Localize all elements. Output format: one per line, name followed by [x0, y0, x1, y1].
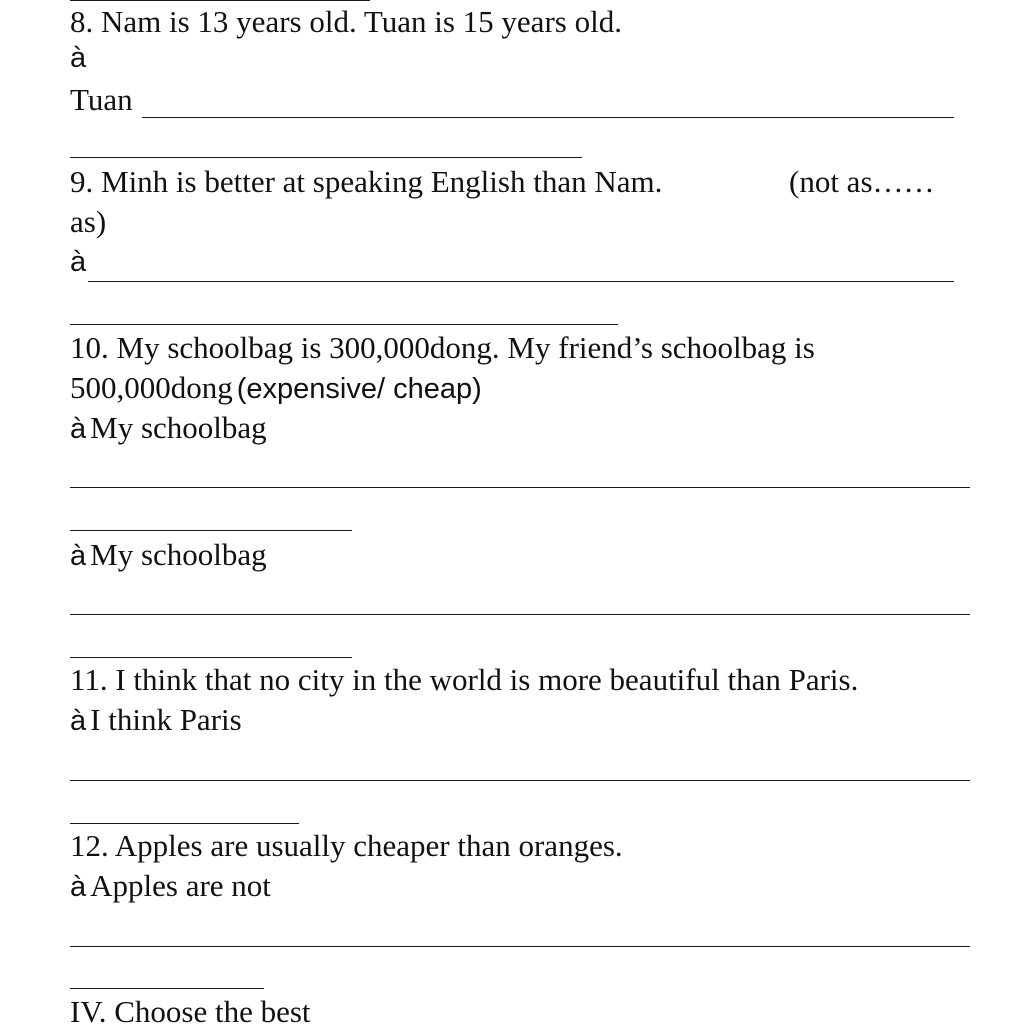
answer-line[interactable]: [70, 157, 582, 158]
arrow-marker: à: [70, 246, 87, 278]
question-12-text: 12. Apples are usually cheaper than oranges.: [70, 828, 623, 863]
arrow-marker: à: [70, 705, 87, 737]
answer-line[interactable]: [70, 657, 352, 658]
arrow-marker: à: [70, 540, 87, 572]
answer-line[interactable]: [88, 281, 954, 282]
question-9-hint: (not as……: [789, 164, 935, 199]
question-8-text: 8. Nam is 13 years old. Tuan is 15 years old.: [70, 4, 622, 39]
next-section-heading-fragment: [70, 988, 470, 1029]
question-10-value: 500,000dong: [70, 370, 233, 405]
question-10-answer-1: [70, 410, 267, 447]
question-9-hint-cont: as): [70, 204, 107, 239]
question-8-answer-start: Tuan: [70, 82, 133, 117]
answer-line[interactable]: [70, 780, 970, 781]
question-10-line-1: 10. My schoolbag is 300,000dong. My friend’s schoolbag is: [70, 330, 815, 365]
answer-line[interactable]: [70, 487, 970, 488]
question-10-line-2: [70, 370, 482, 407]
question-10-answer-2: [70, 537, 267, 574]
answer-line[interactable]: [70, 530, 352, 531]
answer-start-text: My schoolbag: [90, 537, 267, 572]
arrow-marker: à: [70, 871, 87, 903]
arrow-marker: à: [70, 413, 87, 445]
question-9-text: 9. Minh is better at speaking English than Nam.: [70, 164, 663, 199]
answer-line[interactable]: [70, 324, 618, 325]
answer-start-text: I think Paris: [90, 702, 242, 737]
answer-line[interactable]: [70, 614, 970, 615]
answer-line[interactable]: [70, 946, 970, 947]
question-11-answer: [70, 702, 242, 739]
answer-line-prev: [70, 0, 370, 1]
answer-start-text: My schoolbag: [90, 410, 267, 445]
arrow-marker: à: [70, 42, 87, 74]
question-11-text: 11. I think that no city in the world is more beautiful than Paris.: [70, 662, 859, 697]
question-12-answer: [70, 868, 271, 905]
question-10-hint: (expensive/ cheap): [236, 373, 482, 405]
answer-line[interactable]: [70, 823, 299, 824]
answer-line[interactable]: [142, 117, 954, 118]
next-section-heading: IV. Choose the best: [70, 994, 311, 1029]
answer-start-text: Apples are not: [90, 868, 271, 903]
